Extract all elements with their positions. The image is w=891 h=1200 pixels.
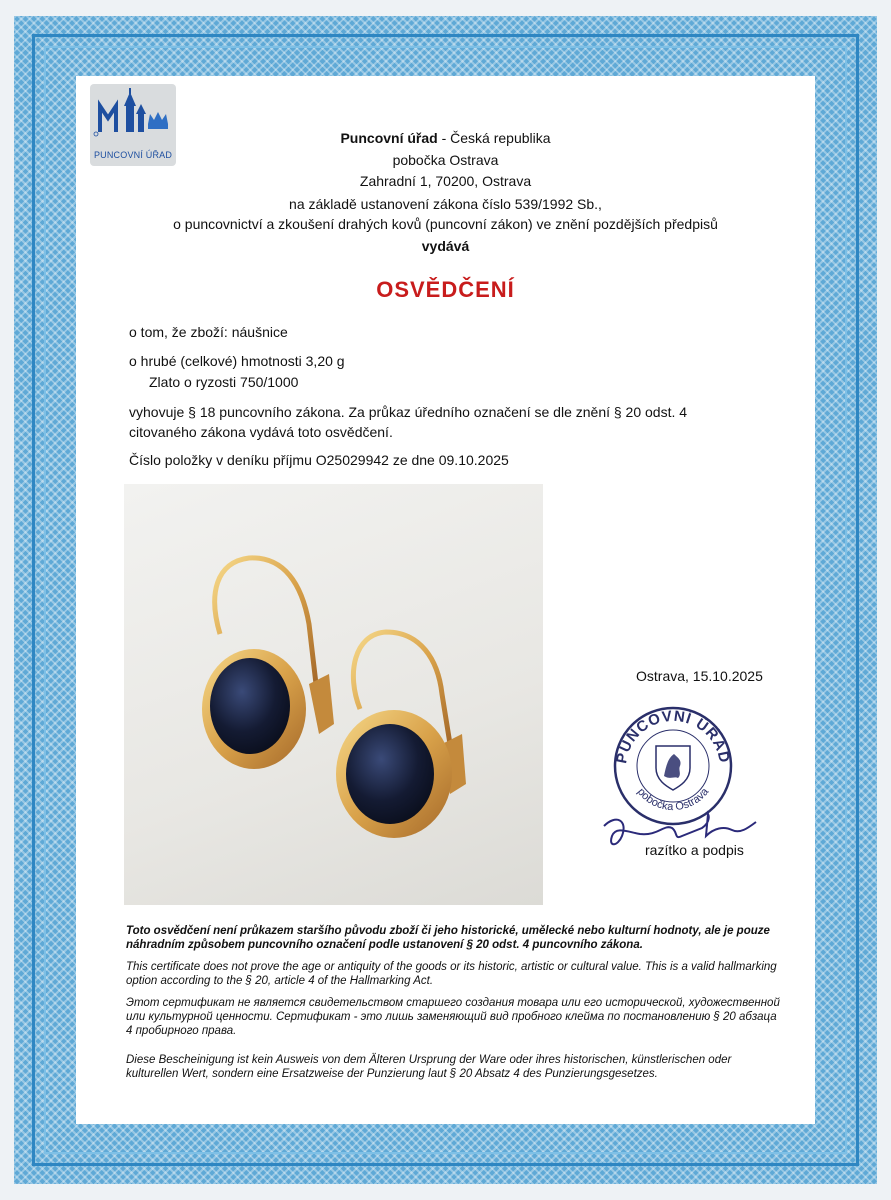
office-country: - Česká republika [437, 130, 551, 146]
disclaimer-ru: Этот сертификат не является свидетельством старшего создания товара или его исторической, художественной или культурной ценности. Сертификат - это лишь заменяющий вид пробного клейма по постановлению § 20 абзаца 4 пробирного права. [126, 997, 780, 1037]
compliance-line-1: vyhovuje § 18 puncovního zákona. Za průkaz úředního označení se dle znění § 20 odst. 4 [129, 404, 688, 420]
goods-line: o tom, že zboží: náušnice [129, 324, 288, 340]
earrings-image [124, 484, 543, 905]
product-photo [124, 484, 543, 905]
place-date: Ostrava, 15.10.2025 [636, 668, 763, 684]
office-name: Puncovní úřad [340, 130, 438, 146]
disclaimer-en: This certificate does not prove the age or antiquity of the goods or its historic, artistic or cultural value. This is a valid hallmarking option according to the § 20, article 4 of the Hallmarking Act. [126, 961, 777, 987]
compliance-line-2: citovaného zákona vydává toto osvědčení. [129, 424, 393, 440]
disclaimer-cz: Toto osvědčení není průkazem staršího původu zboží či jeho historické, umělecké nebo kulturní hodnoty, ale je pouze náhradním způsobem puncovního označení podle ustanovení § 20 odst. 4 puncovního zákona. [126, 925, 770, 951]
fineness-line: Zlato o ryzosti 750/1000 [149, 374, 299, 390]
law-description: o puncovnictví a zkoušení drahých kovů (puncovní zákon) ve znění pozdějších předpisů [173, 216, 718, 232]
weight-line: o hrubé (celkové) hmotnosti 3,20 g [129, 353, 345, 369]
issues-label: vydává [421, 238, 470, 254]
branch-name: pobočka Ostrava [392, 152, 499, 168]
law-reference: na základě ustanovení zákona číslo 539/1992 Sb., [289, 196, 602, 212]
stamp-top-text: PUNCOVNÍ ÚŘAD [613, 707, 733, 765]
office-address: Zahradní 1, 70200, Ostrava [359, 173, 532, 189]
certificate-title: OSVĚDČENÍ [376, 277, 515, 302]
item-number-line: Číslo položky v deníku příjmu O25029942 ze dne 09.10.2025 [129, 452, 509, 468]
office-heading [100, 128, 791, 148]
logo-label: PUNCOVNÍ ÚŘAD [93, 150, 173, 160]
stamp-signature-caption: razítko a podpis [645, 842, 744, 858]
stamp-bottom-text: pobočka Ostrava [634, 785, 712, 814]
disclaimer-de: Diese Bescheinigung ist kein Ausweis von dem Älteren Ursprung der Ware oder ihres historischen, künstlerischen oder kulturellen Wert, sondern eine Ersatzweise der Punzierung laut § 20 Absatz 4 des Punzierungsgesetzes. [126, 1054, 732, 1080]
